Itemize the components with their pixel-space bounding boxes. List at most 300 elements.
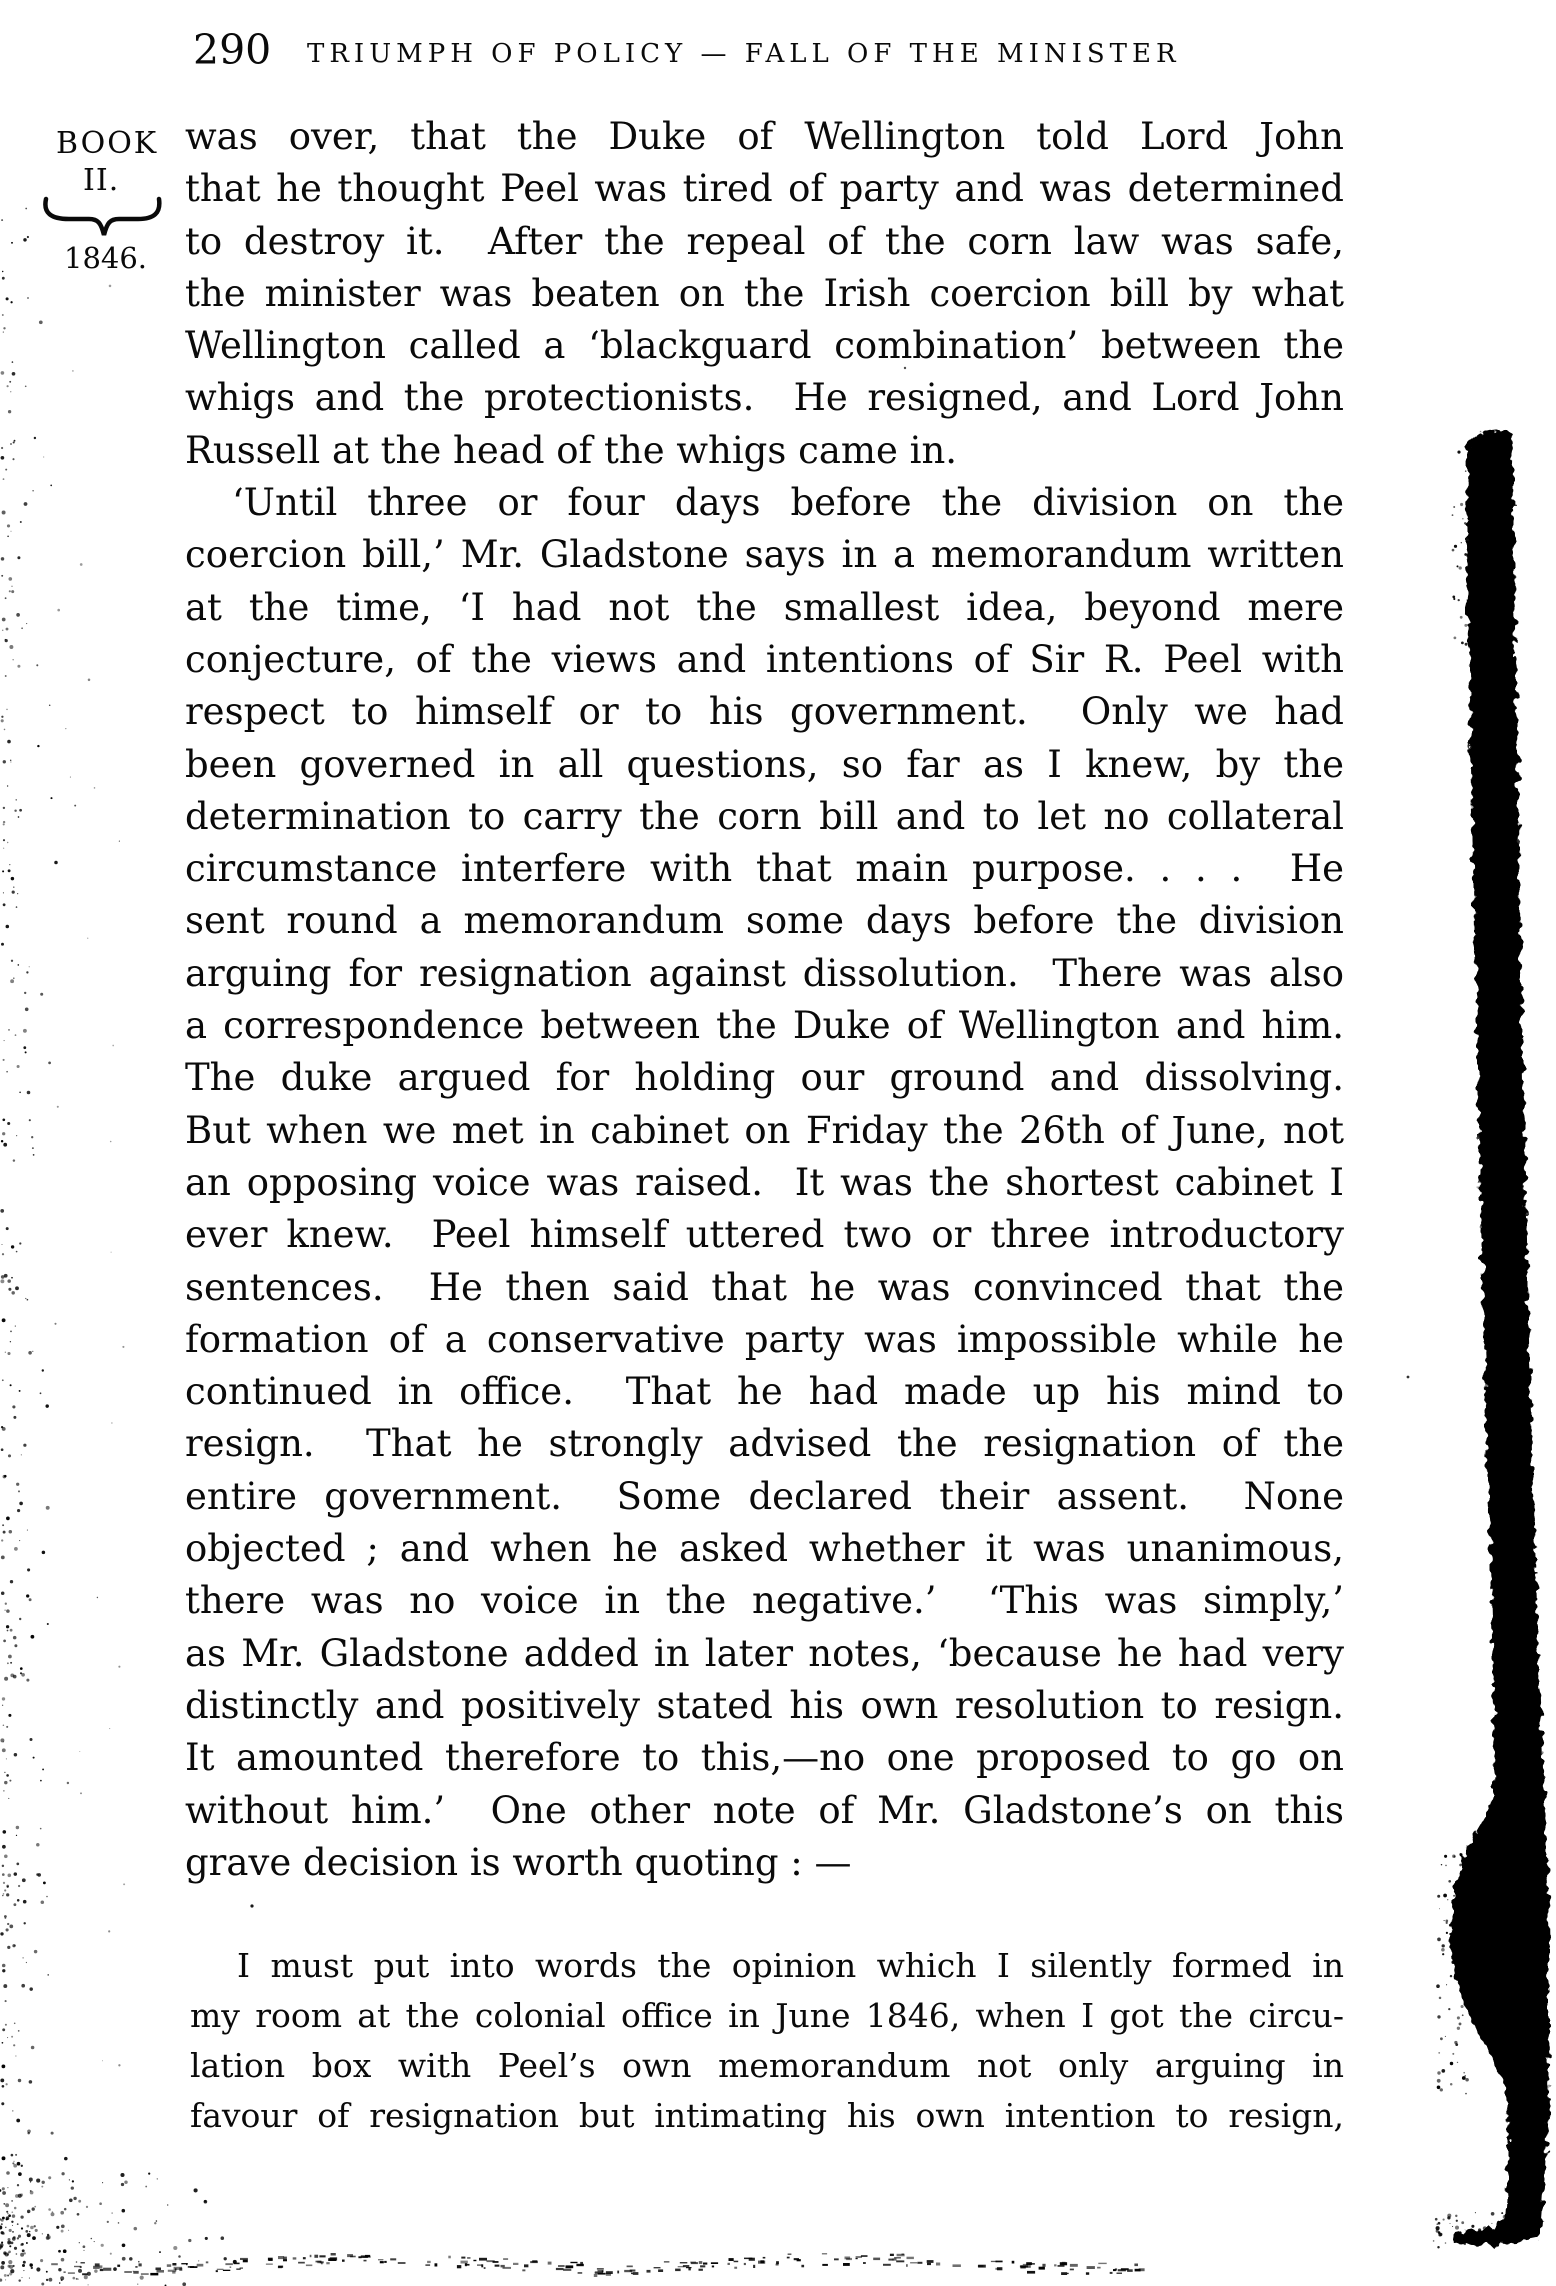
noise-dot <box>1465 1926 1466 1927</box>
noise-dot <box>5 2252 9 2256</box>
noise-dot <box>18 2194 22 2198</box>
noise-dot <box>23 2270 24 2271</box>
noise-dot <box>1437 2246 1439 2248</box>
noise-dot <box>1446 1932 1448 1934</box>
noise-dot <box>19 1242 21 1244</box>
noise-dot <box>118 2064 120 2066</box>
noise-dash <box>1067 2273 1069 2274</box>
noise-dot <box>10 391 11 392</box>
noise-dot <box>64 2157 68 2161</box>
noise-dash <box>168 2270 176 2272</box>
noise-dot <box>1456 2220 1458 2222</box>
noise-dot <box>49 2278 53 2282</box>
noise-dash <box>1127 2269 1133 2272</box>
noise-dot <box>1464 522 1466 524</box>
noise-dash <box>175 2268 177 2270</box>
noise-dot <box>31 1635 35 1639</box>
noise-dot <box>0 1279 4 1283</box>
noise-dot <box>6 1885 9 1888</box>
noise-dash <box>856 2258 858 2259</box>
noise-dot <box>2 1132 5 1135</box>
noise-dot <box>76 2278 78 2280</box>
noise-dot <box>3 1475 6 1478</box>
noise-dot <box>0 2246 2 2249</box>
noise-dot <box>1445 1920 1448 1923</box>
noise-dot <box>156 2220 158 2222</box>
noise-dot <box>12 2214 15 2217</box>
noise-dash <box>563 2269 571 2271</box>
noise-dash <box>654 2267 661 2268</box>
noise-dot <box>11 2221 13 2223</box>
noise-dot <box>7 2187 8 2188</box>
text-line: lation box with Peel’s own memorandum not only arguing in <box>190 2046 1344 2086</box>
noise-dot <box>1453 598 1455 600</box>
noise-dot <box>20 2215 23 2218</box>
noise-dot <box>1 1556 5 1560</box>
noise-dot <box>12 2110 13 2111</box>
noise-dot <box>4 1610 5 1611</box>
noise-dot <box>18 2235 21 2238</box>
noise-dot <box>58 2268 61 2271</box>
noise-dot <box>1455 2215 1457 2217</box>
noise-dash <box>461 2257 465 2259</box>
noise-dot <box>12 2231 14 2233</box>
noise-dot <box>10 761 11 762</box>
noise-dot <box>1 1448 4 1451</box>
noise-dash <box>1020 2265 1025 2268</box>
noise-dot <box>1452 2226 1453 2227</box>
noise-dot <box>1441 1948 1445 1952</box>
noise-dot <box>43 456 44 457</box>
noise-dot <box>41 2186 43 2188</box>
noise-dot <box>73 2197 76 2200</box>
noise-dot <box>17 2162 21 2166</box>
noise-dot <box>80 1792 82 1794</box>
noise-dot <box>2 2156 6 2160</box>
noise-dot <box>0 2220 1 2221</box>
noise-dash <box>1012 2261 1015 2264</box>
noise-dot <box>37 1873 41 1877</box>
noise-dot <box>18 2172 22 2176</box>
noise-dot <box>16 2119 20 2123</box>
noise-dot <box>29 2263 31 2265</box>
noise-dash <box>1118 2269 1126 2271</box>
noise-dot <box>5 2227 6 2228</box>
noise-dot <box>1435 2218 1438 2221</box>
noise-dash <box>691 2262 698 2264</box>
noise-dot <box>1455 1905 1458 1908</box>
noise-dash <box>197 2264 204 2267</box>
noise-dot <box>21 1673 25 1677</box>
noise-dot <box>57 1106 59 1108</box>
noise-dot <box>13 2161 14 2162</box>
noise-dot <box>11 590 14 593</box>
noise-dash <box>156 2268 162 2271</box>
underbrace-glyph <box>38 194 168 246</box>
noise-dot <box>11 242 13 244</box>
noise-dot <box>205 2237 208 2240</box>
noise-dot <box>73 2277 76 2280</box>
noise-dot <box>111 1252 112 1253</box>
noise-dash <box>834 2258 839 2260</box>
block-quote <box>190 1941 1344 2141</box>
noise-dash <box>457 2265 461 2268</box>
noise-dash <box>558 2265 565 2267</box>
noise-dot <box>140 2276 144 2280</box>
noise-dash <box>978 2265 984 2267</box>
noise-dot <box>18 1490 20 1492</box>
noise-dot <box>148 2173 150 2175</box>
noise-dot <box>87 938 88 939</box>
noise-dot <box>15 1326 16 1327</box>
noise-dot <box>182 2282 186 2286</box>
noise-dot <box>14 1644 17 1647</box>
noise-dot <box>18 2279 20 2281</box>
noise-dot <box>1460 503 1463 506</box>
noise-dot <box>25 1007 29 1011</box>
noise-dot <box>36 664 38 666</box>
noise-dot <box>29 2263 32 2266</box>
noise-dot <box>42 2181 45 2184</box>
noise-dot <box>19 1502 23 1506</box>
noise-dot <box>23 1900 27 1904</box>
noise-dot <box>1461 2221 1464 2224</box>
noise-dash <box>513 2263 518 2265</box>
noise-dash <box>188 2266 194 2268</box>
noise-dot <box>14 2023 16 2025</box>
noise-dot <box>4 1677 8 1681</box>
text-line: my room at the colonial office in June 1846, when I got the circu- <box>190 1996 1344 2036</box>
noise-dash <box>64 2272 66 2273</box>
noise-dash <box>801 2265 804 2268</box>
noise-dot <box>43 1881 46 1884</box>
text-line: a correspondence between the Duke of Wellington and him. <box>185 1004 1344 1048</box>
noise-dot <box>88 679 91 682</box>
noise-dot <box>9 590 11 592</box>
noise-dot <box>1449 2223 1450 2224</box>
noise-dot <box>20 1667 23 1670</box>
noise-dot <box>1445 1865 1447 1867</box>
noise-dot <box>18 816 20 818</box>
noise-dash <box>1086 2272 1089 2275</box>
noise-dot <box>1433 2240 1435 2242</box>
noise-dot <box>36 2179 40 2183</box>
noise-dot <box>1465 643 1468 646</box>
noise-dash <box>477 2264 482 2265</box>
noise-dot <box>12 1405 15 1408</box>
noise-dash <box>595 2271 603 2274</box>
noise-dash <box>283 2259 287 2261</box>
noise-dot <box>8 1655 12 1659</box>
noise-dash <box>81 2262 85 2264</box>
noise-dot <box>157 2178 158 2179</box>
noise-dash <box>894 2257 901 2258</box>
noise-dash <box>703 2263 707 2265</box>
text-line: It amounted therefore to this,—no one proposed to go on <box>185 1736 1344 1780</box>
noise-dot <box>12 2225 13 2226</box>
noise-dot <box>124 2180 127 2183</box>
noise-dot <box>16 1826 19 1829</box>
noise-dot <box>7 2218 8 2219</box>
noise-dot <box>4 729 6 731</box>
noise-dot <box>1501 2242 1502 2243</box>
noise-dot <box>5 639 6 640</box>
noise-dot <box>13 2265 15 2267</box>
noise-dash <box>1060 2262 1067 2265</box>
noise-dot <box>12 891 15 894</box>
noise-dot <box>1 716 3 718</box>
noise-dot <box>4 1915 7 1918</box>
noise-dash <box>133 2271 138 2274</box>
noise-dot <box>6 2216 10 2220</box>
noise-dot <box>1457 2062 1458 2063</box>
noise-dot <box>5 469 7 471</box>
noise-dot <box>94 2269 97 2272</box>
noise-dash <box>186 2263 188 2265</box>
noise-dot <box>27 1568 30 1571</box>
noise-dot <box>1465 2075 1466 2076</box>
noise-dot <box>16 1135 17 1136</box>
noise-dash <box>167 2264 171 2267</box>
text-line: conjecture, of the views and intentions of Sir R. Peel with <box>185 637 1344 681</box>
noise-dot <box>23 1444 26 1447</box>
noise-dash <box>217 2269 224 2270</box>
noise-dot <box>19 1618 21 1620</box>
noise-dot <box>1450 2062 1453 2065</box>
noise-dash <box>378 2259 383 2260</box>
noise-dash <box>1135 2269 1141 2272</box>
noise-dot <box>40 2259 43 2262</box>
noise-dot <box>5 1917 7 1919</box>
noise-dot <box>14 1547 18 1551</box>
noise-dot <box>14 440 16 442</box>
text-line: was over, that the Duke of Wellington told Lord John <box>185 115 1344 158</box>
noise-dot <box>1457 2027 1460 2030</box>
noise-dash <box>675 2269 681 2272</box>
noise-dot <box>24 992 26 994</box>
noise-dot <box>27 2233 31 2237</box>
noise-dot <box>68 2230 69 2231</box>
noise-dot <box>8 2250 11 2253</box>
noise-dot <box>1441 2069 1445 2073</box>
noise-dash <box>465 2264 470 2266</box>
noise-dot <box>16 799 17 800</box>
noise-dot <box>1466 1970 1469 1973</box>
noise-dot <box>20 2253 24 2257</box>
noise-dot <box>0 2247 1 2249</box>
noise-dot <box>8 1288 11 1291</box>
noise-dot <box>7 524 10 527</box>
noise-dot <box>3 1531 6 1534</box>
noise-dash <box>316 2261 322 2263</box>
noise-dot <box>101 2244 104 2247</box>
noise-dot <box>1447 2216 1450 2219</box>
noise-dot <box>1446 1922 1448 1924</box>
noise-dot <box>14 2247 17 2250</box>
noise-dot <box>4 1781 7 1784</box>
noise-dash <box>82 2273 88 2275</box>
noise-dot <box>2 1118 5 1121</box>
sidenote-year: 1846. <box>64 241 148 275</box>
noise-dot <box>1 943 4 946</box>
noise-dash <box>597 2268 604 2270</box>
noise-dot <box>7 2037 8 2038</box>
noise-dot <box>4 1475 7 1478</box>
noise-dot <box>13 1675 17 1679</box>
noise-dash <box>1023 2264 1028 2265</box>
noise-dot <box>1490 2228 1492 2230</box>
noise-dot <box>10 1662 12 1664</box>
noise-dash <box>797 2259 801 2261</box>
noise-dot <box>12 361 14 363</box>
text-line: The duke argued for holding our ground and dissolving. <box>185 1056 1344 1100</box>
noise-dot <box>26 971 28 973</box>
noise-dash <box>630 2270 636 2272</box>
noise-dot <box>21 2165 23 2167</box>
noise-dot <box>5 2279 6 2280</box>
noise-dot <box>109 1728 110 1729</box>
noise-dot <box>10 979 14 983</box>
noise-dot <box>25 2230 28 2233</box>
noise-dot <box>36 1843 40 1847</box>
noise-dot <box>61 2224 65 2228</box>
noise-dot <box>50 797 52 799</box>
noise-dash <box>124 2271 132 2273</box>
noise-dot <box>11 2200 13 2202</box>
noise-dot <box>2 2065 6 2069</box>
noise-dot <box>79 1751 80 1752</box>
noise-dot <box>9 381 11 383</box>
noise-dot <box>33 1154 35 1156</box>
noise-dot <box>34 2225 36 2227</box>
noise-dot <box>1452 514 1454 516</box>
noise-dot <box>23 1029 27 1033</box>
noise-dot <box>3 807 5 809</box>
noise-dash <box>888 2259 893 2261</box>
noise-dot <box>1444 1855 1447 1858</box>
noise-dot <box>3 892 4 893</box>
noise-dot <box>233 2260 237 2264</box>
noise-dash <box>321 2262 323 2265</box>
noise-dash <box>1042 2264 1045 2267</box>
noise-dot <box>7 1352 10 1355</box>
noise-dash <box>1039 2267 1045 2270</box>
noise-dash <box>744 2263 746 2265</box>
noise-dash <box>794 2258 799 2260</box>
noise-dot <box>1457 451 1460 454</box>
noise-dash <box>1026 2262 1032 2265</box>
noise-dot <box>13 659 14 660</box>
noise-dash <box>530 2261 538 2263</box>
noise-dash <box>225 2263 233 2265</box>
noise-dot <box>1 2219 4 2222</box>
noise-dot <box>1455 2226 1459 2230</box>
noise-dot <box>1 2261 5 2265</box>
noise-dot <box>10 1341 11 1342</box>
noise-dot <box>3 848 4 849</box>
noise-dot <box>9 645 13 649</box>
noise-dot <box>5 2000 7 2002</box>
noise-dash <box>524 2264 528 2267</box>
noise-dot <box>1441 1864 1442 1865</box>
noise-dot <box>20 2193 23 2196</box>
noise-dot <box>7 785 8 786</box>
noise-dot <box>18 964 20 966</box>
noise-dot <box>1439 2233 1442 2236</box>
noise-dash <box>319 2255 325 2257</box>
noise-dash <box>100 2269 103 2271</box>
noise-dot <box>5 2203 9 2207</box>
noise-dot <box>79 2242 80 2243</box>
noise-dot <box>20 521 22 523</box>
noise-dot <box>31 1136 33 1138</box>
noise-dot <box>1459 1864 1462 1867</box>
noise-dash <box>570 2262 577 2263</box>
noise-dash <box>633 2272 639 2275</box>
noise-dot <box>122 2243 126 2247</box>
noise-dot <box>1464 553 1467 556</box>
noise-dot <box>1450 2083 1453 2086</box>
noise-dash <box>139 2263 142 2266</box>
noise-dot <box>3 1640 6 1643</box>
noise-dash <box>1020 2266 1028 2268</box>
noise-dot <box>13 1159 15 1161</box>
noise-dot <box>7 740 11 744</box>
noise-dash <box>365 2255 370 2257</box>
noise-dash <box>1054 2264 1056 2266</box>
noise-dot <box>12 1944 15 1947</box>
noise-dot <box>1464 2243 1466 2245</box>
noise-dot <box>78 2200 81 2203</box>
noise-dash <box>330 2257 337 2260</box>
noise-dash <box>234 2263 240 2265</box>
noise-dot <box>8 1029 10 1031</box>
noise-dot <box>1466 1897 1468 1899</box>
noise-dash <box>1110 2272 1113 2274</box>
noise-dash <box>95 2263 100 2266</box>
noise-dot <box>27 2225 30 2228</box>
noise-dot <box>35 2229 38 2232</box>
noise-dot <box>1478 2243 1481 2246</box>
noise-dot <box>1440 2088 1443 2091</box>
noise-dot <box>18 2030 20 2032</box>
noise-dot <box>13 886 14 887</box>
noise-dot <box>86 2206 88 2208</box>
noise-dash <box>688 2268 690 2270</box>
noise-dot <box>1 557 5 561</box>
noise-dot <box>2 618 6 622</box>
noise-dash <box>907 2257 914 2259</box>
noise-dot <box>2 2217 5 2220</box>
noise-dash <box>594 2274 598 2277</box>
noise-dash <box>1098 2263 1106 2264</box>
noise-dash <box>141 2273 149 2275</box>
noise-dot <box>1438 2052 1440 2054</box>
noise-dot <box>1491 2223 1492 2224</box>
noise-dash <box>461 2261 468 2264</box>
noise-dash <box>576 2264 583 2266</box>
noise-dash <box>320 2261 324 2263</box>
noise-dot <box>0 1932 3 1935</box>
noise-dot <box>1456 1890 1460 1894</box>
noise-dot <box>1442 1944 1445 1947</box>
noise-dot <box>3 327 5 329</box>
noise-dot <box>10 1384 12 1386</box>
noise-dot <box>13 2236 16 2239</box>
noise-dot <box>3 1143 7 1147</box>
noise-dot <box>1437 2086 1441 2090</box>
sidenote-book-number: II. <box>83 163 120 198</box>
